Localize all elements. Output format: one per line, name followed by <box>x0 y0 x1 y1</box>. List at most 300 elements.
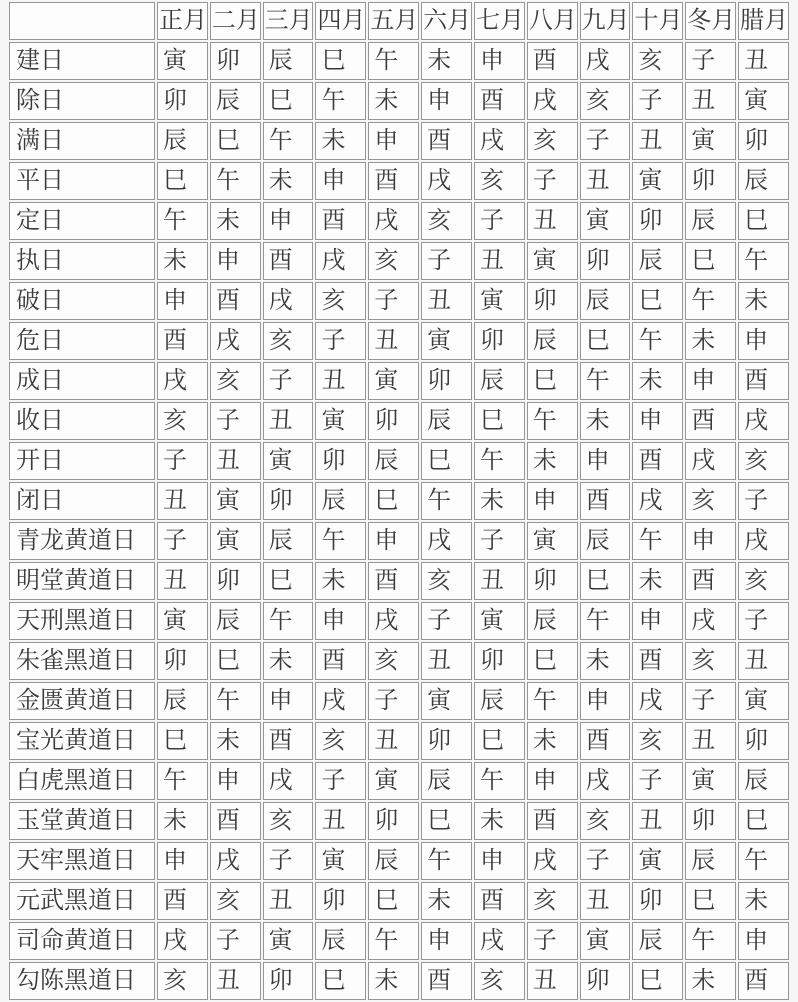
branch-cell: 寅 <box>368 362 419 400</box>
branch-cell: 寅 <box>632 842 683 880</box>
branch-cell: 卯 <box>315 442 366 480</box>
branch-cell: 巳 <box>315 962 366 1000</box>
branch-cell: 巳 <box>315 42 366 80</box>
branch-cell: 巳 <box>527 362 578 400</box>
branch-cell: 戌 <box>421 522 472 560</box>
branch-cell: 酉 <box>632 642 683 680</box>
branch-cell: 丑 <box>263 402 314 440</box>
branch-cell: 辰 <box>263 42 314 80</box>
branch-cell: 巳 <box>685 882 736 920</box>
row-label: 满日 <box>9 122 155 160</box>
branch-cell: 未 <box>263 162 314 200</box>
branch-cell: 巳 <box>738 802 789 840</box>
branch-cell: 午 <box>685 922 736 960</box>
branch-cell: 卯 <box>210 562 261 600</box>
branch-cell: 亥 <box>315 282 366 320</box>
branch-cell: 酉 <box>157 322 208 360</box>
month-header: 四月 <box>315 2 366 40</box>
row-label: 除日 <box>9 82 155 120</box>
branch-cell: 亥 <box>527 122 578 160</box>
branch-cell: 午 <box>368 42 419 80</box>
branch-cell: 丑 <box>474 242 525 280</box>
branch-cell: 巳 <box>474 722 525 760</box>
branch-cell: 亥 <box>632 42 683 80</box>
branch-cell: 丑 <box>421 642 472 680</box>
branch-cell: 亥 <box>685 642 736 680</box>
table-row <box>9 882 789 920</box>
branch-cell: 午 <box>738 842 789 880</box>
branch-cell: 卯 <box>580 962 631 1000</box>
branch-cell: 卯 <box>368 802 419 840</box>
branch-cell: 子 <box>474 202 525 240</box>
row-label: 朱雀黑道日 <box>9 642 155 680</box>
branch-cell: 丑 <box>315 802 366 840</box>
branch-cell: 戌 <box>368 202 419 240</box>
branch-cell: 寅 <box>685 122 736 160</box>
branch-cell: 亥 <box>421 202 472 240</box>
table-row <box>9 602 789 640</box>
table-row <box>9 322 789 360</box>
calendar-table <box>7 0 791 1002</box>
branch-cell: 卯 <box>421 362 472 400</box>
branch-cell: 未 <box>685 322 736 360</box>
branch-cell: 丑 <box>580 882 631 920</box>
branch-cell: 辰 <box>474 362 525 400</box>
branch-cell: 子 <box>210 402 261 440</box>
branch-cell: 子 <box>368 682 419 720</box>
branch-cell: 戌 <box>474 122 525 160</box>
branch-cell: 寅 <box>527 242 578 280</box>
row-label: 明堂黄道日 <box>9 562 155 600</box>
branch-cell: 酉 <box>527 42 578 80</box>
branch-cell: 巳 <box>580 562 631 600</box>
branch-cell: 午 <box>580 602 631 640</box>
branch-cell: 巳 <box>580 322 631 360</box>
branch-cell: 丑 <box>315 362 366 400</box>
row-label: 金匮黄道日 <box>9 682 155 720</box>
branch-cell: 戌 <box>738 522 789 560</box>
branch-cell: 戌 <box>210 322 261 360</box>
branch-cell: 亥 <box>632 722 683 760</box>
branch-cell: 酉 <box>527 802 578 840</box>
branch-cell: 未 <box>474 482 525 520</box>
branch-cell: 酉 <box>474 882 525 920</box>
branch-cell: 子 <box>685 682 736 720</box>
branch-cell: 寅 <box>157 42 208 80</box>
branch-cell: 子 <box>474 522 525 560</box>
table-row <box>9 962 789 1000</box>
branch-cell: 戌 <box>263 762 314 800</box>
branch-cell: 丑 <box>738 642 789 680</box>
branch-cell: 未 <box>210 722 261 760</box>
branch-cell: 卯 <box>527 562 578 600</box>
branch-cell: 酉 <box>580 722 631 760</box>
branch-cell: 戌 <box>474 922 525 960</box>
branch-cell: 酉 <box>685 402 736 440</box>
branch-cell: 丑 <box>632 802 683 840</box>
branch-cell: 戌 <box>580 762 631 800</box>
month-header: 腊月 <box>738 2 789 40</box>
branch-cell: 申 <box>368 522 419 560</box>
branch-cell: 亥 <box>263 322 314 360</box>
row-label: 宝光黄道日 <box>9 722 155 760</box>
branch-cell: 丑 <box>157 562 208 600</box>
branch-cell: 未 <box>738 882 789 920</box>
table-row <box>9 362 789 400</box>
branch-cell: 丑 <box>685 82 736 120</box>
row-label: 定日 <box>9 202 155 240</box>
branch-cell: 巳 <box>157 722 208 760</box>
branch-cell: 申 <box>157 282 208 320</box>
row-label: 玉堂黄道日 <box>9 802 155 840</box>
branch-cell: 亥 <box>263 802 314 840</box>
branch-cell: 卯 <box>632 882 683 920</box>
branch-cell: 申 <box>157 842 208 880</box>
branch-cell: 寅 <box>632 162 683 200</box>
branch-cell: 未 <box>315 122 366 160</box>
branch-cell: 卯 <box>632 202 683 240</box>
month-header: 八月 <box>527 2 578 40</box>
branch-cell: 寅 <box>527 522 578 560</box>
branch-cell: 戌 <box>263 282 314 320</box>
branch-cell: 辰 <box>315 922 366 960</box>
branch-cell: 辰 <box>632 922 683 960</box>
branch-cell: 酉 <box>421 122 472 160</box>
branch-cell: 亥 <box>580 82 631 120</box>
branch-cell: 亥 <box>421 562 472 600</box>
row-label: 危日 <box>9 322 155 360</box>
branch-cell: 申 <box>315 602 366 640</box>
branch-cell: 午 <box>632 522 683 560</box>
branch-cell: 巳 <box>474 402 525 440</box>
branch-cell: 寅 <box>738 682 789 720</box>
header-row <box>9 2 789 40</box>
branch-cell: 酉 <box>421 962 472 1000</box>
table-body <box>9 42 789 1000</box>
branch-cell: 午 <box>527 682 578 720</box>
table-row <box>9 762 789 800</box>
branch-cell: 未 <box>474 802 525 840</box>
branch-cell: 子 <box>315 762 366 800</box>
branch-cell: 申 <box>580 442 631 480</box>
branch-cell: 子 <box>157 522 208 560</box>
branch-cell: 巳 <box>263 82 314 120</box>
branch-cell: 未 <box>632 562 683 600</box>
table-row <box>9 522 789 560</box>
branch-cell: 未 <box>632 362 683 400</box>
branch-cell: 卯 <box>738 122 789 160</box>
branch-cell: 戌 <box>527 842 578 880</box>
branch-cell: 子 <box>580 842 631 880</box>
branch-cell: 亥 <box>527 882 578 920</box>
branch-cell: 酉 <box>263 722 314 760</box>
branch-cell: 巳 <box>632 282 683 320</box>
branch-cell: 丑 <box>263 882 314 920</box>
branch-cell: 辰 <box>368 442 419 480</box>
branch-cell: 申 <box>315 162 366 200</box>
branch-cell: 辰 <box>210 602 261 640</box>
branch-cell: 未 <box>157 242 208 280</box>
branch-cell: 辰 <box>474 682 525 720</box>
branch-cell: 戌 <box>421 162 472 200</box>
table-row <box>9 202 789 240</box>
branch-cell: 寅 <box>157 602 208 640</box>
branch-cell: 戌 <box>527 82 578 120</box>
branch-cell: 未 <box>368 962 419 1000</box>
branch-cell: 丑 <box>157 482 208 520</box>
branch-cell: 亥 <box>315 722 366 760</box>
month-header: 十月 <box>632 2 683 40</box>
table-row <box>9 642 789 680</box>
month-header: 三月 <box>263 2 314 40</box>
branch-cell: 戌 <box>738 402 789 440</box>
branch-cell: 戌 <box>368 602 419 640</box>
branch-cell: 辰 <box>738 162 789 200</box>
row-label: 平日 <box>9 162 155 200</box>
table-row <box>9 482 789 520</box>
table-row <box>9 442 789 480</box>
table-row <box>9 162 789 200</box>
row-label: 元武黑道日 <box>9 882 155 920</box>
branch-cell: 子 <box>263 842 314 880</box>
branch-cell: 丑 <box>632 122 683 160</box>
row-label: 天牢黑道日 <box>9 842 155 880</box>
table-row <box>9 722 789 760</box>
branch-cell: 亥 <box>368 642 419 680</box>
branch-cell: 酉 <box>685 562 736 600</box>
table-row <box>9 402 789 440</box>
branch-cell: 未 <box>527 722 578 760</box>
branch-cell: 子 <box>632 762 683 800</box>
branch-cell: 卯 <box>368 402 419 440</box>
branch-cell: 午 <box>368 922 419 960</box>
branch-cell: 辰 <box>632 242 683 280</box>
branch-cell: 寅 <box>421 322 472 360</box>
table-row <box>9 922 789 960</box>
table-row <box>9 802 789 840</box>
branch-cell: 亥 <box>738 442 789 480</box>
table-row <box>9 842 789 880</box>
month-header: 五月 <box>368 2 419 40</box>
branch-cell: 亥 <box>210 362 261 400</box>
branch-cell: 丑 <box>421 282 472 320</box>
branch-cell: 申 <box>421 82 472 120</box>
row-label: 勾陈黑道日 <box>9 962 155 1000</box>
branch-cell: 戌 <box>632 682 683 720</box>
branch-cell: 辰 <box>421 762 472 800</box>
branch-cell: 子 <box>527 922 578 960</box>
branch-cell: 戌 <box>157 362 208 400</box>
branch-cell: 丑 <box>738 42 789 80</box>
branch-cell: 丑 <box>580 162 631 200</box>
branch-cell: 申 <box>527 482 578 520</box>
branch-cell: 子 <box>263 362 314 400</box>
branch-cell: 未 <box>368 82 419 120</box>
branch-cell: 辰 <box>157 122 208 160</box>
table-row <box>9 82 789 120</box>
branch-cell: 亥 <box>474 162 525 200</box>
month-header: 二月 <box>210 2 261 40</box>
branch-cell: 巳 <box>421 802 472 840</box>
row-label: 司命黄道日 <box>9 922 155 960</box>
table-row <box>9 242 789 280</box>
branch-cell: 申 <box>632 602 683 640</box>
corner-cell <box>9 2 155 40</box>
branch-cell: 申 <box>421 922 472 960</box>
branch-cell: 巳 <box>685 242 736 280</box>
branch-cell: 卯 <box>263 482 314 520</box>
branch-cell: 子 <box>738 482 789 520</box>
branch-cell: 亥 <box>157 962 208 1000</box>
branch-cell: 戌 <box>210 842 261 880</box>
branch-cell: 未 <box>315 562 366 600</box>
branch-cell: 卯 <box>210 42 261 80</box>
branch-cell: 亥 <box>685 482 736 520</box>
branch-cell: 申 <box>580 682 631 720</box>
branch-cell: 寅 <box>685 762 736 800</box>
row-label: 建日 <box>9 42 155 80</box>
branch-cell: 卯 <box>527 282 578 320</box>
branch-cell: 卯 <box>474 322 525 360</box>
branch-cell: 子 <box>580 122 631 160</box>
branch-cell: 巳 <box>738 202 789 240</box>
branch-cell: 酉 <box>263 242 314 280</box>
table-row <box>9 562 789 600</box>
branch-cell: 子 <box>421 242 472 280</box>
branch-cell: 申 <box>474 42 525 80</box>
branch-cell: 午 <box>157 202 208 240</box>
branch-cell: 巳 <box>632 962 683 1000</box>
branch-cell: 卯 <box>421 722 472 760</box>
branch-cell: 午 <box>421 842 472 880</box>
branch-cell: 辰 <box>527 322 578 360</box>
branch-cell: 午 <box>632 322 683 360</box>
branch-cell: 子 <box>632 82 683 120</box>
branch-cell: 午 <box>474 762 525 800</box>
branch-cell: 申 <box>263 682 314 720</box>
branch-cell: 酉 <box>315 202 366 240</box>
branch-cell: 未 <box>580 402 631 440</box>
branch-cell: 寅 <box>315 402 366 440</box>
branch-cell: 亥 <box>474 962 525 1000</box>
branch-cell: 寅 <box>210 482 261 520</box>
row-label: 天刑黑道日 <box>9 602 155 640</box>
branch-cell: 卯 <box>157 642 208 680</box>
branch-cell: 巳 <box>210 642 261 680</box>
branch-cell: 申 <box>210 242 261 280</box>
branch-cell: 寅 <box>580 922 631 960</box>
month-header: 九月 <box>580 2 631 40</box>
branch-cell: 戌 <box>157 922 208 960</box>
branch-cell: 子 <box>421 602 472 640</box>
branch-cell: 酉 <box>474 82 525 120</box>
month-header: 冬月 <box>685 2 736 40</box>
branch-cell: 未 <box>157 802 208 840</box>
branch-cell: 亥 <box>210 882 261 920</box>
branch-cell: 午 <box>738 242 789 280</box>
branch-cell: 戌 <box>315 682 366 720</box>
table-row <box>9 122 789 160</box>
row-label: 闭日 <box>9 482 155 520</box>
branch-cell: 午 <box>421 482 472 520</box>
branch-cell: 未 <box>421 882 472 920</box>
branch-cell: 丑 <box>527 962 578 1000</box>
branch-cell: 子 <box>527 162 578 200</box>
branch-cell: 丑 <box>368 322 419 360</box>
branch-cell: 未 <box>580 642 631 680</box>
branch-cell: 戌 <box>580 42 631 80</box>
month-header: 七月 <box>474 2 525 40</box>
branch-cell: 辰 <box>157 682 208 720</box>
branch-cell: 戌 <box>632 482 683 520</box>
branch-cell: 巳 <box>263 562 314 600</box>
branch-cell: 酉 <box>315 642 366 680</box>
branch-cell: 辰 <box>421 402 472 440</box>
branch-cell: 未 <box>263 642 314 680</box>
branch-cell: 辰 <box>685 842 736 880</box>
branch-cell: 酉 <box>210 282 261 320</box>
branch-cell: 亥 <box>580 802 631 840</box>
branch-cell: 巳 <box>210 122 261 160</box>
branch-cell: 未 <box>210 202 261 240</box>
branch-cell: 子 <box>685 42 736 80</box>
branch-cell: 辰 <box>738 762 789 800</box>
branch-cell: 申 <box>685 522 736 560</box>
branch-cell: 午 <box>527 402 578 440</box>
branch-cell: 午 <box>580 362 631 400</box>
branch-cell: 卯 <box>580 242 631 280</box>
branch-cell: 辰 <box>580 522 631 560</box>
branch-cell: 寅 <box>580 202 631 240</box>
branch-cell: 午 <box>685 282 736 320</box>
branch-cell: 辰 <box>527 602 578 640</box>
table-row <box>9 42 789 80</box>
branch-cell: 卯 <box>474 642 525 680</box>
branch-cell: 寅 <box>738 82 789 120</box>
branch-cell: 寅 <box>368 762 419 800</box>
branch-cell: 丑 <box>210 442 261 480</box>
branch-cell: 酉 <box>157 882 208 920</box>
branch-cell: 午 <box>315 522 366 560</box>
branch-cell: 卯 <box>685 162 736 200</box>
branch-cell: 巳 <box>157 162 208 200</box>
branch-cell: 寅 <box>210 522 261 560</box>
branch-cell: 巳 <box>368 882 419 920</box>
branch-cell: 申 <box>685 362 736 400</box>
branch-cell: 子 <box>368 282 419 320</box>
branch-cell: 丑 <box>527 202 578 240</box>
branch-cell: 酉 <box>632 442 683 480</box>
branch-cell: 辰 <box>368 842 419 880</box>
branch-cell: 辰 <box>580 282 631 320</box>
branch-cell: 酉 <box>738 962 789 1000</box>
branch-cell: 申 <box>527 762 578 800</box>
branch-cell: 未 <box>685 962 736 1000</box>
branch-cell: 酉 <box>210 802 261 840</box>
row-label: 执日 <box>9 242 155 280</box>
branch-cell: 丑 <box>210 962 261 1000</box>
table-row <box>9 282 789 320</box>
branch-cell: 卯 <box>685 802 736 840</box>
branch-cell: 酉 <box>368 162 419 200</box>
branch-cell: 巳 <box>421 442 472 480</box>
branch-cell: 申 <box>632 402 683 440</box>
branch-cell: 寅 <box>474 602 525 640</box>
branch-cell: 辰 <box>315 482 366 520</box>
branch-cell: 子 <box>157 442 208 480</box>
table-header <box>9 2 789 40</box>
branch-cell: 寅 <box>421 682 472 720</box>
